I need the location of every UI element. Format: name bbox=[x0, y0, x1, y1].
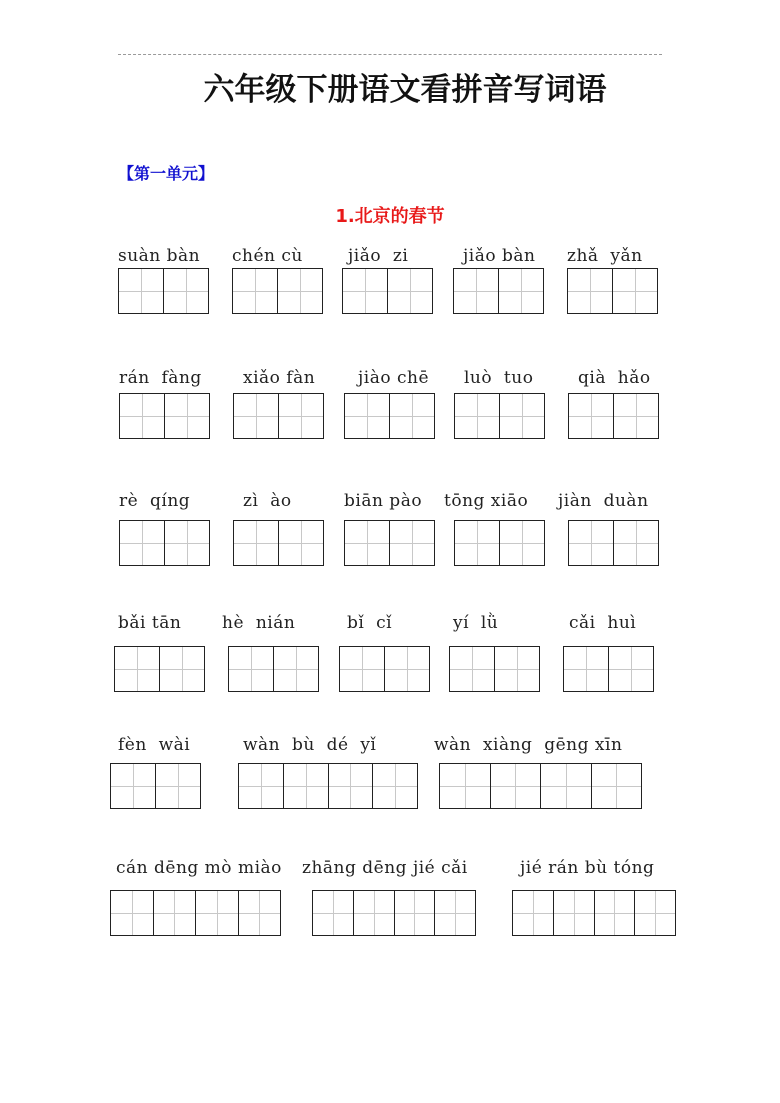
writing-grid bbox=[339, 646, 430, 692]
character-box[interactable] bbox=[440, 764, 491, 808]
pinyin-label: fèn wài bbox=[118, 735, 191, 755]
writing-grid bbox=[563, 646, 654, 692]
pinyin-label: qià hǎo bbox=[578, 368, 651, 388]
pinyin-label: cán dēng mò miào bbox=[116, 858, 282, 878]
character-box[interactable] bbox=[373, 764, 417, 808]
character-box[interactable] bbox=[160, 647, 204, 691]
character-box[interactable] bbox=[196, 891, 239, 935]
writing-grid bbox=[454, 393, 545, 439]
character-box[interactable] bbox=[165, 521, 209, 565]
character-box[interactable] bbox=[541, 764, 592, 808]
pinyin-label: luò tuo bbox=[464, 368, 534, 388]
pinyin-label: rè qíng bbox=[119, 491, 191, 511]
character-box[interactable] bbox=[569, 394, 614, 438]
character-box[interactable] bbox=[279, 394, 323, 438]
pinyin-label: biān pào bbox=[344, 491, 423, 511]
character-box[interactable] bbox=[450, 647, 495, 691]
character-box[interactable] bbox=[234, 521, 279, 565]
writing-grid bbox=[312, 890, 476, 936]
character-box[interactable] bbox=[568, 269, 613, 313]
character-box[interactable] bbox=[390, 394, 434, 438]
pinyin-label: zì ào bbox=[243, 491, 292, 511]
pinyin-label: jié rán bù tóng bbox=[520, 858, 655, 878]
page-title: 六年级下册语文看拼音写词语 bbox=[203, 72, 607, 108]
pinyin-label: jiàn duàn bbox=[558, 491, 649, 511]
writing-grid bbox=[110, 763, 201, 809]
pinyin-label: jiǎo zi bbox=[348, 246, 409, 266]
pinyin-label: bǐ cǐ bbox=[347, 613, 393, 633]
character-box[interactable] bbox=[592, 764, 642, 808]
character-box[interactable] bbox=[284, 764, 329, 808]
character-box[interactable] bbox=[313, 891, 354, 935]
character-box[interactable] bbox=[613, 269, 657, 313]
character-box[interactable] bbox=[343, 269, 388, 313]
pinyin-label: hè nián bbox=[222, 613, 296, 633]
character-box[interactable] bbox=[513, 891, 554, 935]
pinyin-label: tōng xiāo bbox=[444, 491, 529, 511]
character-box[interactable] bbox=[278, 269, 322, 313]
lesson-title: 1.北京的春节 bbox=[335, 206, 445, 227]
unit-label: 【第一单元】 bbox=[118, 164, 215, 183]
character-box[interactable] bbox=[564, 647, 609, 691]
pinyin-label: wàn bù dé yǐ bbox=[243, 735, 377, 755]
writing-grid bbox=[449, 646, 540, 692]
writing-grid bbox=[344, 520, 435, 566]
pinyin-label: chén cù bbox=[232, 246, 303, 266]
pinyin-label: rán fàng bbox=[119, 368, 202, 388]
writing-grid bbox=[232, 268, 323, 314]
writing-grid bbox=[233, 393, 324, 439]
pinyin-label: bǎi tān bbox=[118, 613, 182, 633]
writing-grid bbox=[110, 890, 281, 936]
character-box[interactable] bbox=[455, 521, 500, 565]
character-box[interactable] bbox=[239, 764, 284, 808]
character-box[interactable] bbox=[500, 521, 544, 565]
writing-grid bbox=[454, 520, 545, 566]
writing-grid bbox=[228, 646, 319, 692]
character-box[interactable] bbox=[495, 647, 539, 691]
character-box[interactable] bbox=[111, 891, 154, 935]
character-box[interactable] bbox=[609, 647, 653, 691]
character-box[interactable] bbox=[345, 394, 390, 438]
header-divider bbox=[118, 54, 662, 55]
pinyin-label: zhǎ yǎn bbox=[567, 246, 643, 266]
character-box[interactable] bbox=[239, 891, 281, 935]
pinyin-label: jiào chē bbox=[358, 368, 430, 388]
character-box[interactable] bbox=[165, 394, 209, 438]
character-box[interactable] bbox=[229, 647, 274, 691]
character-box[interactable] bbox=[635, 891, 675, 935]
character-box[interactable] bbox=[119, 269, 164, 313]
character-box[interactable] bbox=[554, 891, 595, 935]
writing-grid bbox=[453, 268, 544, 314]
pinyin-label: wàn xiàng gēng xīn bbox=[434, 735, 623, 755]
character-box[interactable] bbox=[329, 764, 374, 808]
character-box[interactable] bbox=[120, 394, 165, 438]
character-box[interactable] bbox=[115, 647, 160, 691]
writing-grid bbox=[119, 393, 210, 439]
pinyin-label: jiǎo bàn bbox=[463, 246, 536, 266]
writing-grid bbox=[342, 268, 433, 314]
writing-grid bbox=[439, 763, 642, 809]
character-box[interactable] bbox=[595, 891, 636, 935]
writing-grid bbox=[568, 520, 659, 566]
character-box[interactable] bbox=[388, 269, 432, 313]
character-box[interactable] bbox=[499, 269, 543, 313]
character-box[interactable] bbox=[234, 394, 279, 438]
character-box[interactable] bbox=[435, 891, 475, 935]
character-box[interactable] bbox=[385, 647, 429, 691]
character-box[interactable] bbox=[120, 521, 165, 565]
character-box[interactable] bbox=[354, 891, 395, 935]
pinyin-label: xiǎo fàn bbox=[243, 368, 316, 388]
writing-grid bbox=[567, 268, 658, 314]
character-box[interactable] bbox=[279, 521, 323, 565]
character-box[interactable] bbox=[455, 394, 500, 438]
writing-grid bbox=[344, 393, 435, 439]
writing-grid bbox=[568, 393, 659, 439]
character-box[interactable] bbox=[154, 891, 197, 935]
character-box[interactable] bbox=[340, 647, 385, 691]
character-box[interactable] bbox=[500, 394, 544, 438]
writing-grid bbox=[233, 520, 324, 566]
character-box[interactable] bbox=[111, 764, 156, 808]
writing-grid bbox=[114, 646, 205, 692]
character-box[interactable] bbox=[491, 764, 542, 808]
character-box[interactable] bbox=[274, 647, 318, 691]
pinyin-label: suàn bàn bbox=[118, 246, 201, 266]
character-box[interactable] bbox=[454, 269, 499, 313]
character-box[interactable] bbox=[390, 521, 434, 565]
character-box[interactable] bbox=[345, 521, 390, 565]
character-box[interactable] bbox=[614, 394, 658, 438]
character-box[interactable] bbox=[395, 891, 436, 935]
pinyin-label: yí lǜ bbox=[453, 613, 499, 633]
writing-grid bbox=[512, 890, 676, 936]
writing-grid bbox=[238, 763, 418, 809]
writing-grid bbox=[119, 520, 210, 566]
pinyin-label: zhāng dēng jié cǎi bbox=[302, 858, 468, 878]
character-box[interactable] bbox=[569, 521, 614, 565]
character-box[interactable] bbox=[614, 521, 658, 565]
character-box[interactable] bbox=[156, 764, 200, 808]
pinyin-label: cǎi huì bbox=[569, 613, 637, 633]
writing-grid bbox=[118, 268, 209, 314]
character-box[interactable] bbox=[164, 269, 208, 313]
character-box[interactable] bbox=[233, 269, 278, 313]
